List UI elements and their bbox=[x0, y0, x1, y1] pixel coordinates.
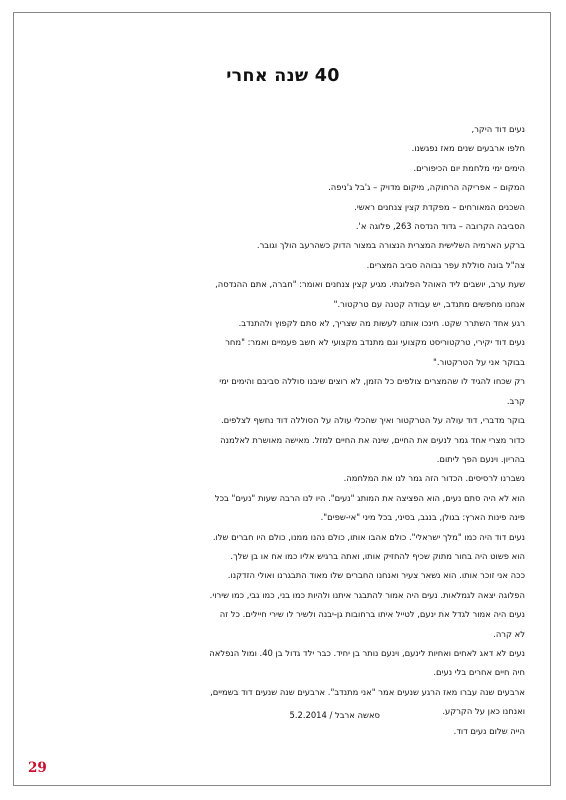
text-line: בוקר מדברי, דוד עולה על הטרקטור ואיך שהכלי עולה על הסוללה דוד נחשף לצלפים. bbox=[221, 415, 525, 426]
text-line: הסביבה הקרובה – גדוד הנדסה 263, פלוגה א'. bbox=[355, 221, 525, 232]
text-line: המקום – אפריקה הרחוקה, מיקום מדויק – ג'בל ג'ניפה. bbox=[328, 182, 525, 193]
page-number: 29 bbox=[28, 760, 47, 776]
page-title: 40 שנה אחרי bbox=[226, 66, 340, 86]
text-line: צה"ל בונה סוללת עפר גבוהה סביב המצרים. bbox=[366, 259, 525, 270]
text-line: הוא לא היה סתם נעים, הוא הפציצה את המותג "נעים". היו לנו הרבה שעות "נעים" בכל bbox=[214, 492, 525, 503]
text-line: ככה אני זוכר אותו. הוא נשאר צעיר ואנחנו החברים שלו מאוד התבגרנו ואולי הזדקנו. bbox=[227, 570, 525, 581]
text-line: ברקע הארמיה השלישית המצרית הנצורה במצור הדוק כשהרעב הולך וגובר. bbox=[256, 240, 525, 251]
letter-body bbox=[103, 120, 525, 741]
text-line: נשברנו לרסיסים. הכדור הזה גמר לנו את המלחמה. bbox=[343, 473, 525, 484]
text-line: רק שכחו להגיד לו שהמצרים צולפים כל הזמן, לא רוצים שיבנו סוללה סביבם והימים ימי bbox=[219, 376, 525, 387]
signature: סאשה ארבל / 5.2.2014 bbox=[289, 710, 380, 720]
text-line: הוא פשוט היה בחור מתוק שכיף להחזיק אותו, ואתה ברגיש אליו כמו אח או בן שלך. bbox=[230, 550, 525, 561]
text-line: בבוקר אני על הטרקטור." bbox=[433, 356, 525, 367]
text-line: נעים דוד היקר, bbox=[471, 124, 525, 134]
text-line: הפלוגה יצאה לגמלאות. נעים היה אמור להתבגר איתנו ולהיות כמו בני, כמו גבי, כמו שירוי. bbox=[209, 589, 525, 600]
text-line: אנחנו מחפשים מתנדב, יש עבודה קטנה עם טרקטור." bbox=[333, 298, 525, 309]
text-line: כדור מצרי אחד גמר לנעים את החיים, שינה את החיים למזל. מאישה מאושרת לאלמנה bbox=[220, 434, 525, 445]
text-line: הימים ימי מלחמת יום הכיפורים. bbox=[413, 162, 525, 173]
text-line: לא קרה. bbox=[493, 628, 525, 639]
text-line: נעים דוד היה כמו "מלך ישראלי". כולם אהבו אותו, כולם נהנו ממנו, כולם היו חברים שלו. bbox=[212, 531, 525, 542]
text-line: שעת ערב, יושבים ליד האוהל הפלוגתי. מגיע קצין צנחנים ואומר: "חברה, אתם ההנדסה, bbox=[215, 279, 525, 290]
text-line: נעים לא דאג לאחים ואחיות לינעם, וינעם נותר בן יחיד. כבר ילד גדול בן 40. ומול הנפלאה bbox=[209, 647, 525, 658]
text-line: בהריון. וינעם הפך ליתום. bbox=[436, 453, 525, 464]
text-line: ארבעים שנה עברו מאז הרגע שנעים אמר "אני מתנדב". ארבעים שנה שנעים דוד בשמיים, bbox=[210, 686, 525, 697]
text-line: קרב. bbox=[506, 395, 525, 406]
text-line: השכנים המאורחים – מפקדת קצין צנחנים ראשי. bbox=[354, 201, 525, 212]
text-line: חלפו ארבעים שנים מאז נפגשנו. bbox=[411, 143, 525, 154]
text-line: הייה שלום נעים דוד. bbox=[453, 725, 525, 736]
text-line: נעים היה אמור לגדל את ינעם, לטייל איתו ברחובות גן-יבנה ולשיר לו שירי חיילים. כל זה bbox=[219, 609, 525, 620]
text-line: פינה פינות הארץ: בגולן, בנגב, בסיני, בכל מיני "אי-שפים". bbox=[320, 512, 525, 523]
text-line: חיה חיים אחרים בלי נעים. bbox=[433, 667, 525, 678]
text-line: נעים דוד יקירי, טרקטוריסט מקצועי וגם מתנדב מקצועי לא חשב פעמיים ואמר: "מחר bbox=[225, 337, 525, 348]
text-line: רגע אחד השתרר שקט. חינכו אותנו לעשות מה שצריך, לא סתם לקפוץ ולהתנדב. bbox=[238, 318, 525, 329]
text-line: ואנחנו כאן על הקרקע. bbox=[442, 706, 525, 717]
